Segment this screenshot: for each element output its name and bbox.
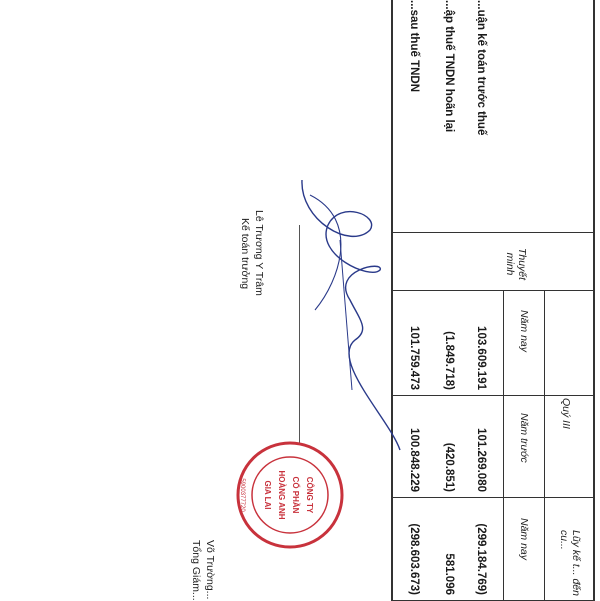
- header-q3-this-year: Năm nay: [518, 310, 530, 353]
- director-name: Võ Trường...: [204, 540, 216, 600]
- cell-q3-this-year: 103.609.191: [475, 326, 487, 390]
- company-stamp: [235, 440, 345, 550]
- cell-ytd-this-year: 581.096: [443, 553, 455, 595]
- cell-q3-last-year: 101.269.080: [475, 428, 487, 492]
- svg-text:CÔNG TY: CÔNG TY: [305, 476, 314, 514]
- svg-text:GIA LAI: GIA LAI: [263, 480, 272, 510]
- row-label: ...sau thuế TNDN: [408, 0, 420, 93]
- header-q3-last-year: Năm trước: [518, 413, 530, 463]
- header-quarter: Quý III: [560, 398, 572, 429]
- cell-ytd-this-year: (299.184.769): [475, 523, 487, 595]
- accountant-title: Kế toán trưởng: [239, 218, 251, 290]
- director-title: Tổng Giám...: [190, 540, 202, 601]
- cell-ytd-this-year: (298.603.673): [408, 523, 420, 595]
- accountant-name: Lê Trương Y Trâm: [253, 210, 265, 296]
- cell-q3-last-year: (420.851): [443, 442, 455, 492]
- cell-q3-last-year: 100.848.229: [408, 428, 420, 492]
- cell-q3-this-year: (1.849.718): [443, 331, 455, 390]
- row-label: ...uận kế toán trước thuế: [475, 0, 487, 136]
- header-ytd-this-year: Năm nay: [518, 518, 530, 561]
- header-note-col: Thuyết minh: [504, 247, 528, 281]
- cell-q3-this-year: 101.759.473: [408, 326, 420, 390]
- signature-line: [299, 225, 300, 445]
- row-label: ...ập thuế TNDN hoãn lại: [443, 0, 455, 133]
- header-ytd: Lũy kế t... đến cu...: [558, 530, 582, 596]
- svg-text:5900377720: 5900377720: [239, 478, 245, 512]
- svg-text:HOÀNG ANH: HOÀNG ANH: [277, 470, 286, 520]
- svg-text:CỔ PHẦN: CỔ PHẦN: [291, 476, 300, 514]
